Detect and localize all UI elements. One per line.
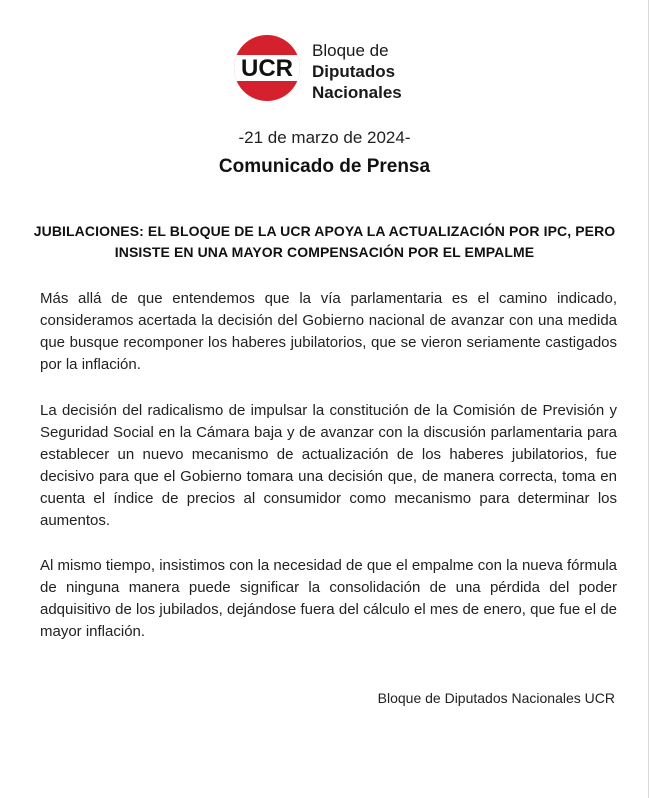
paragraph-3: Al mismo tiempo, insistimos con la necesidad de que el empalme con la nueva fórmula de ninguna manera puede significar la consolidación de una pérdida del poder adquisitivo de los jubilados, dejándose fuera del cálculo el mes de enero, que fue el de mayor inflación.	[40, 557, 617, 640]
release-date: -21 de marzo de 2024-	[238, 128, 411, 147]
document-title: Comunicado de Prensa	[218, 156, 431, 177]
signature: Bloque de Diputados Nacionales UCR	[377, 690, 615, 706]
ucr-seal-icon	[233, 34, 301, 102]
logo-line-2: Diputados	[312, 62, 396, 81]
logo-line-1: Bloque de	[312, 41, 389, 60]
headline: JUBILACIONES: EL BLOQUE DE LA UCR APOYA LA ACTUALIZACIÓN POR IPC, PERO INSISTE EN UNA MAYOR COMPENSACIÓN POR EL EMPALME	[33, 223, 616, 260]
paragraph-1: Más allá de que entendemos que la vía parlamentaria es el camino indicado, consideramos acertada la decisión del Gobierno nacional de avanzar con una medida que busque recomponer los haberes jubilatorios, que se vieron seriamente castigados por la inflación.	[40, 290, 617, 373]
paragraph-2: La decisión del radicalismo de impulsar la constitución de la Comisión de Previsión y Seguridad Social en la Cámara baja y de avanzar con la discusión parlamentaria para establecer un nuevo mecanismo de actualización de los haberes jubilatorios, fue decisivo para que el Gobierno tomara una decisión que, de manera correcta, toma en cuenta el índice de precios al consumidor como mecanismo para determinar los aumentos.	[40, 402, 617, 529]
logo-line-3: Nacionales	[312, 83, 402, 102]
ucr-seal-acronym: UCR	[241, 55, 293, 82]
logo-wordmark	[312, 40, 402, 103]
ucr-logo	[233, 34, 433, 108]
